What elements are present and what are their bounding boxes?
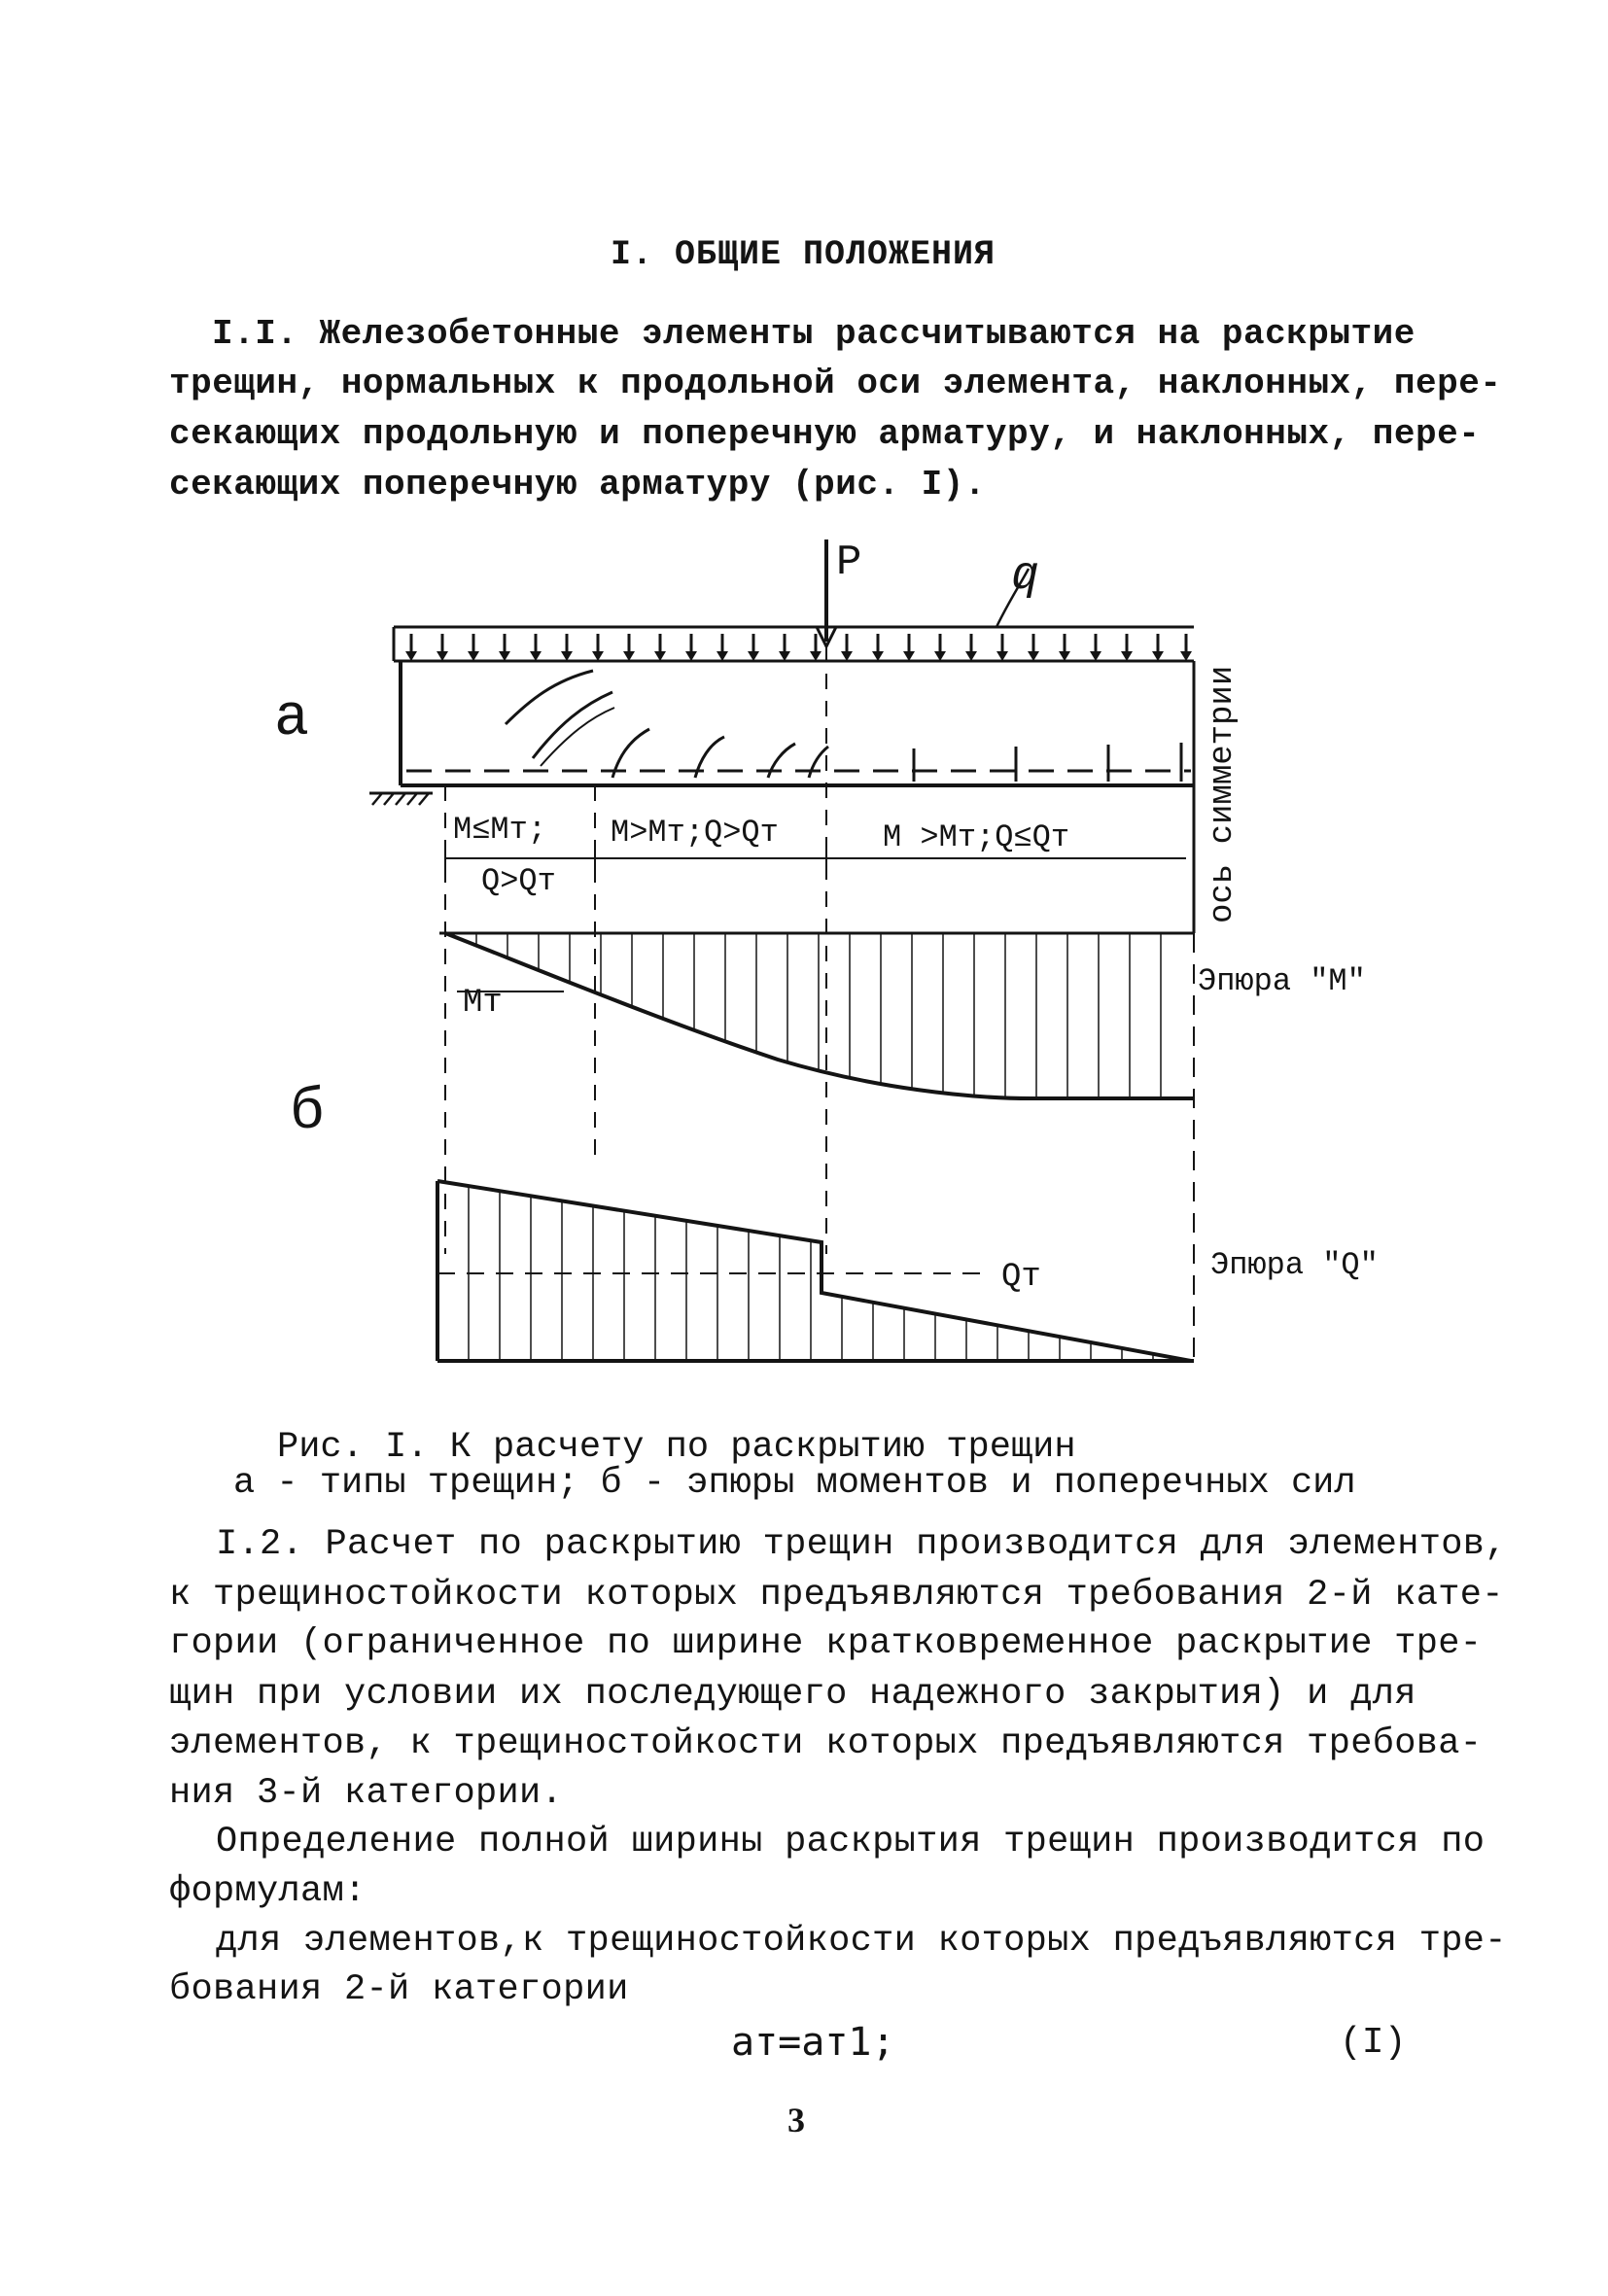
zone2-label: M>Mт;Q>Qт (611, 815, 779, 851)
load-q-label: q (1011, 550, 1039, 603)
zone3-label: M >Mт;Q≤Qт (883, 819, 1070, 855)
beam-diagram (369, 539, 1194, 1361)
para-1-1-line-1: I.I. Железобетонные элементы рассчитываются на раскрытие (212, 314, 1416, 354)
para-1-2-line-2: к трещиностойкости которых предъявляются требования 2-й кате- (169, 1575, 1504, 1616)
para-1-1-line-4: секающих поперечную арматуру (рис. I). (169, 465, 986, 504)
para-1-3-line-1: Определение полной ширины раскрытия трещин производится по (216, 1822, 1486, 1862)
formula-1-number: (I) (1340, 2022, 1407, 2064)
page-number: 3 (787, 2101, 805, 2139)
para-1-3-line-2: формулам: (169, 1871, 367, 1912)
figure-label-b: б (290, 1080, 326, 1146)
epure-m-label: Эпюра "M" (1198, 963, 1366, 999)
formula-1: aт=aт1; (731, 2020, 895, 2065)
figure-caption-line-2: а - типы трещин; б - эпюры моментов и поперечных сил (233, 1463, 1356, 1504)
zone1-label-line2: Q>Qт (481, 863, 556, 899)
para-1-1-line-3: секающих продольную и поперечную арматуру, и наклонных, пере- (169, 414, 1481, 454)
shear-qt-label: Qт (1001, 1259, 1041, 1296)
para-1-1-line-2: трещин, нормальных к продольной оси элемента, наклонных, пере- (169, 364, 1502, 403)
para-1-2-line-4: щин при условии их последующего надежного закрытия) и для (169, 1674, 1416, 1715)
para-1-2-line-5: элементов, к трещиностойкости которых предъявляются требова- (169, 1723, 1483, 1764)
section-title: I. ОБЩИЕ ПОЛОЖЕНИЯ (611, 235, 996, 274)
para-1-2-line-1: I.2. Расчет по раскрытию трещин производится для элементов, (216, 1524, 1507, 1565)
para-1-2-line-6: ния 3-й категории. (169, 1773, 564, 1814)
load-p-label: P (836, 539, 862, 587)
zone1-label-line1: M≤Mт; (453, 812, 547, 848)
para-1-2-line-3: гории (ограниченное по ширине кратковременное раскрытие тре- (169, 1623, 1483, 1664)
para-1-4-line-2: бования 2-й категории (169, 1969, 629, 2010)
epure-q-label: Эпюра "Q" (1210, 1247, 1379, 1283)
para-1-4-line-1: для элементов,к трещиностойкости которых предъявляются тре- (216, 1921, 1507, 1962)
symmetry-axis-label: ось симметрии (1205, 665, 1241, 923)
figure-label-a: a (274, 686, 310, 752)
moment-mt-label: Mт (463, 985, 503, 1022)
figure-caption-line-1: Рис. I. К расчету по раскрытию трещин (277, 1427, 1076, 1468)
